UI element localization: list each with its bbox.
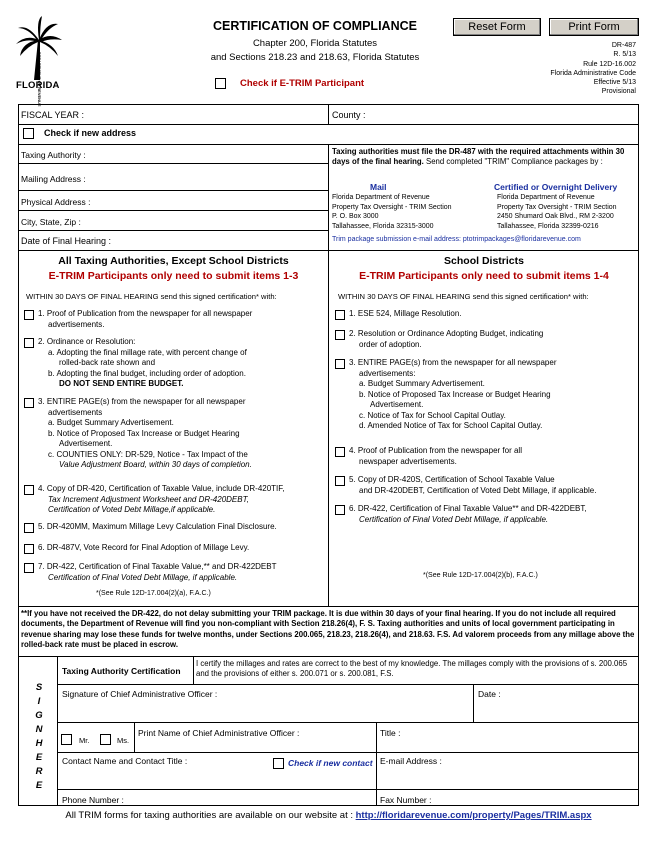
item-line: rolled-back rate shown and [59,358,156,367]
item-line: Advertisement. [370,400,424,409]
footer-text: All TRIM forms for taxing authorities are available on our website at : [65,810,353,821]
contact-field[interactable]: Contact Name and Contact Title : [62,756,188,766]
right-item-checkbox[interactable] [335,476,345,486]
right-etrim: E-TRIM Participants only need to submit items 1-4 [359,270,609,282]
right-item-checkbox[interactable] [335,505,345,515]
item-line: Certification of Final Voted Debt Millage, if applicable. [48,572,238,582]
mail-line: Florida Department of Revenue [332,194,430,201]
item-line: a. Budget Summary Advertisement. [48,418,174,427]
item-line: a. Budget Summary Advertisement. [359,379,485,388]
item-line: a. Adopting the final millage rate, with percent change of [48,347,247,357]
phone-field[interactable]: Phone Number : [62,795,124,805]
item-line: 3. ENTIRE PAGE(s) from the newspaper for all newspaper [38,397,246,406]
cert-label: Taxing Authority Certification [62,666,181,676]
delivery-address [497,193,617,231]
trim-forms-link[interactable]: http://floridarevenue.com/property/Pages/TRIM.aspx [355,810,592,821]
print-name-field[interactable]: Print Name of Chief Administrative Officer : [138,728,300,738]
new-contact-label: Check if new contact [288,758,373,768]
new-contact-checkbox[interactable] [273,758,284,769]
item-line: advertisements [48,407,103,417]
fax-field[interactable]: Fax Number : [380,795,432,805]
left-note: *(See Rule 12D-17.004(2)(a), F.A.C.) [96,590,211,597]
mailing-address-field[interactable]: Mailing Address : [21,174,86,184]
mail-title: Mail [370,182,387,192]
form-id: DR-487 [611,42,636,49]
item-line: Certification of Final Voted Debt Millage, if applicable. [359,514,549,524]
form-subtitle-2: and Sections 218.23 and 218.63, Florida Statutes [210,52,420,63]
etrim-label: Check if E-TRIM Participant [240,78,365,89]
ms-label: Ms. [117,736,130,745]
mail-line: Property Tax Oversight - TRIM Section [332,203,452,211]
right-title: School Districts [444,255,524,267]
new-address-checkbox[interactable] [23,128,34,139]
item-line: d. Amended Notice of Tax for School Capital Outlay. [359,421,543,430]
form-code: Florida Administrative Code [550,69,636,77]
instructions-bold: Taxing authorities must file the DR-487 with the required attachments within 30 days of the final hearing. [332,147,625,166]
etrim-checkbox[interactable] [215,78,226,89]
item-line: and DR-420DEBT, Certification of Voted Debt Millage, if applicable. [359,485,597,495]
delivery-line: 2450 Shumard Oak Blvd., RM 2-3200 [497,213,614,220]
item-line: advertisements. [48,319,105,329]
item-line: b. Notice of Proposed Tax Increase or Budget Hearing [359,389,551,399]
mail-address [332,193,452,231]
item-line: Advertisement. [59,439,113,448]
left-item-checkbox[interactable] [24,523,34,533]
delivery-title: Certified or Overnight Delivery [494,182,618,192]
mail-line: P. O. Box 3000 [332,213,379,220]
date-field[interactable]: Date : [478,689,501,699]
final-hearing-field[interactable]: Date of Final Hearing : [21,236,112,246]
email-submission: Trim package submission e-mail address: ptotrimpackages@floridarevenue.com [332,236,581,243]
city-state-zip-field[interactable]: City, State, Zip : [21,217,81,227]
form-status: Provisional [601,88,636,96]
right-item-checkbox[interactable] [335,359,345,369]
footer [18,810,639,821]
item-line: 2. Resolution or Ordinance Adopting Budget, indicating [349,329,544,338]
warning-text: **If you have not received the DR-422, do not delay submitting your TRIM package. It is due within 30 days of your final hearing. If you do not include all required documents, the Department of Revenue will find you non-compliant with Section 218.26(4), F. S. Taxing authorities and units of local government participating in revenue sharing may lose these funds for twelve months, under Sections 200.065, 218.23, 218.26(4), and 218.63. F.S. Ad valorem proceeds from any millage above the rolled-back rate must be placed in escrow. [21,609,635,650]
instructions-normal: Send completed "TRIM" Compliance packages by : [423,157,603,166]
delivery-line: Tallahassee, Florida 32399-0216 [497,222,599,230]
item-line: Tax Increment Adjustment Worksheet and DR-420DEBT, [48,494,249,504]
left-item-checkbox[interactable] [24,563,34,573]
item-line: DO NOT SEND ENTIRE BUDGET. [59,379,184,388]
item-line: 5. Copy of DR-420S, Certification of School Taxable Value [349,475,555,484]
item-line: Certification of Voted Debt Millage,if applicable. [48,505,216,514]
fiscal-year-field[interactable]: FISCAL YEAR : [21,110,85,120]
print-form-button[interactable]: Print Form [549,18,639,36]
left-etrim: E-TRIM Participants only need to submit items 1-3 [48,270,299,282]
logo-side-text: DEPARTMENT OF REVENUE [37,52,42,107]
mail-line: Tallahassee, Florida 32315-3000 [332,222,434,230]
form-effective: Effective 5/13 [593,79,636,87]
left-within: WITHIN 30 DAYS OF FINAL HEARING send this signed certification* with: [26,292,277,301]
left-item-checkbox[interactable] [24,398,34,408]
item-line: advertisements: [359,368,416,378]
left-item-checkbox[interactable] [24,544,34,554]
filing-instructions [332,147,636,167]
email-field[interactable]: E-mail Address : [380,756,442,766]
item-line: newspaper advertisements. [359,456,457,466]
left-item-checkbox[interactable] [24,485,34,495]
right-item-checkbox[interactable] [335,330,345,340]
form-rule: Rule 12D-16.002 [583,60,636,68]
right-note: *(See Rule 12D-17.004(2)(b), F.A.C.) [423,572,538,579]
physical-address-field[interactable]: Physical Address : [21,197,91,207]
cert-text: I certify the millages and rates are correct to the best of my knowledge. The millages comply with the provisions of s. 200.065 and the provisions of either s. 200.071 or s. 200.081, F.S. [196,659,628,679]
item-line: b. Adopting the final budget, including order of adoption. [48,368,246,378]
delivery-line: Florida Department of Revenue [497,194,595,201]
left-item-checkbox[interactable] [24,310,34,320]
right-within: WITHIN 30 DAYS OF FINAL HEARING send this signed certification* with: [338,292,589,301]
item-line: 1. Proof of Publication from the newspaper for all newspaper [38,309,253,318]
mr-label: Mr. [79,736,90,745]
item-line: c. COUNTIES ONLY: DR-529, Notice - Tax Impact of the [48,449,248,459]
item-line: 6. DR-422, Certification of Final Taxable Value** and DR-422DEBT, [349,504,587,513]
sign-here-text: SIGN HERE [35,682,43,791]
item-line: 5. DR-420MM, Maximum Millage Levy Calculation Final Disclosure. [38,522,277,531]
item-line: 4. Copy of DR-420, Certification of Taxable Value, include DR-420TIF, [38,484,285,493]
form-title: CERTIFICATION OF COMPLIANCE [213,19,417,33]
left-title: All Taxing Authorities, Except School Districts [58,255,289,267]
new-address-label: Check if new address [44,128,137,138]
mr-checkbox[interactable] [61,734,72,745]
item-line: 6. DR-487V, Vote Record for Final Adoption of Millage Levy. [38,543,250,552]
form-meta [550,41,636,97]
signature-field[interactable]: Signature of Chief Administrative Officer : [62,689,218,699]
ms-checkbox[interactable] [100,734,111,745]
form-subtitle-1: Chapter 200, Florida Statutes [252,38,378,49]
item-line: 3. ENTIRE PAGE(s) from the newspaper for all newspaper [349,358,557,367]
taxing-authority-field[interactable]: Taxing Authority : [21,150,86,160]
reset-form-button[interactable]: Reset Form [453,18,541,36]
item-line: order of adoption. [359,339,422,349]
sign-here-label [32,681,46,793]
county-field[interactable]: County : [332,110,366,120]
title-field[interactable]: Title : [380,728,401,738]
form-revision: R. 5/13 [613,51,636,59]
left-item-checkbox[interactable] [24,338,34,348]
item-line: 2. Ordinance or Resolution: [38,337,136,346]
item-line: 4. Proof of Publication from the newspaper for all [349,446,522,455]
item-line: 1. ESE 524, Millage Resolution. [349,309,462,318]
delivery-line: Property Tax Oversight - TRIM Section [497,203,617,211]
item-line: Value Adjustment Board, within 30 days of completion. [59,460,252,469]
item-line: c. Notice of Tax for School Capital Outlay. [359,410,506,420]
item-line: b. Notice of Proposed Tax Increase or Budget Hearing [48,428,240,438]
item-line: 7. DR-422, Certification of Final Taxable Value,** and DR-422DEBT [38,562,277,571]
logo-text: FLORIDA [16,80,60,91]
right-item-checkbox[interactable] [335,447,345,457]
right-item-checkbox[interactable] [335,310,345,320]
